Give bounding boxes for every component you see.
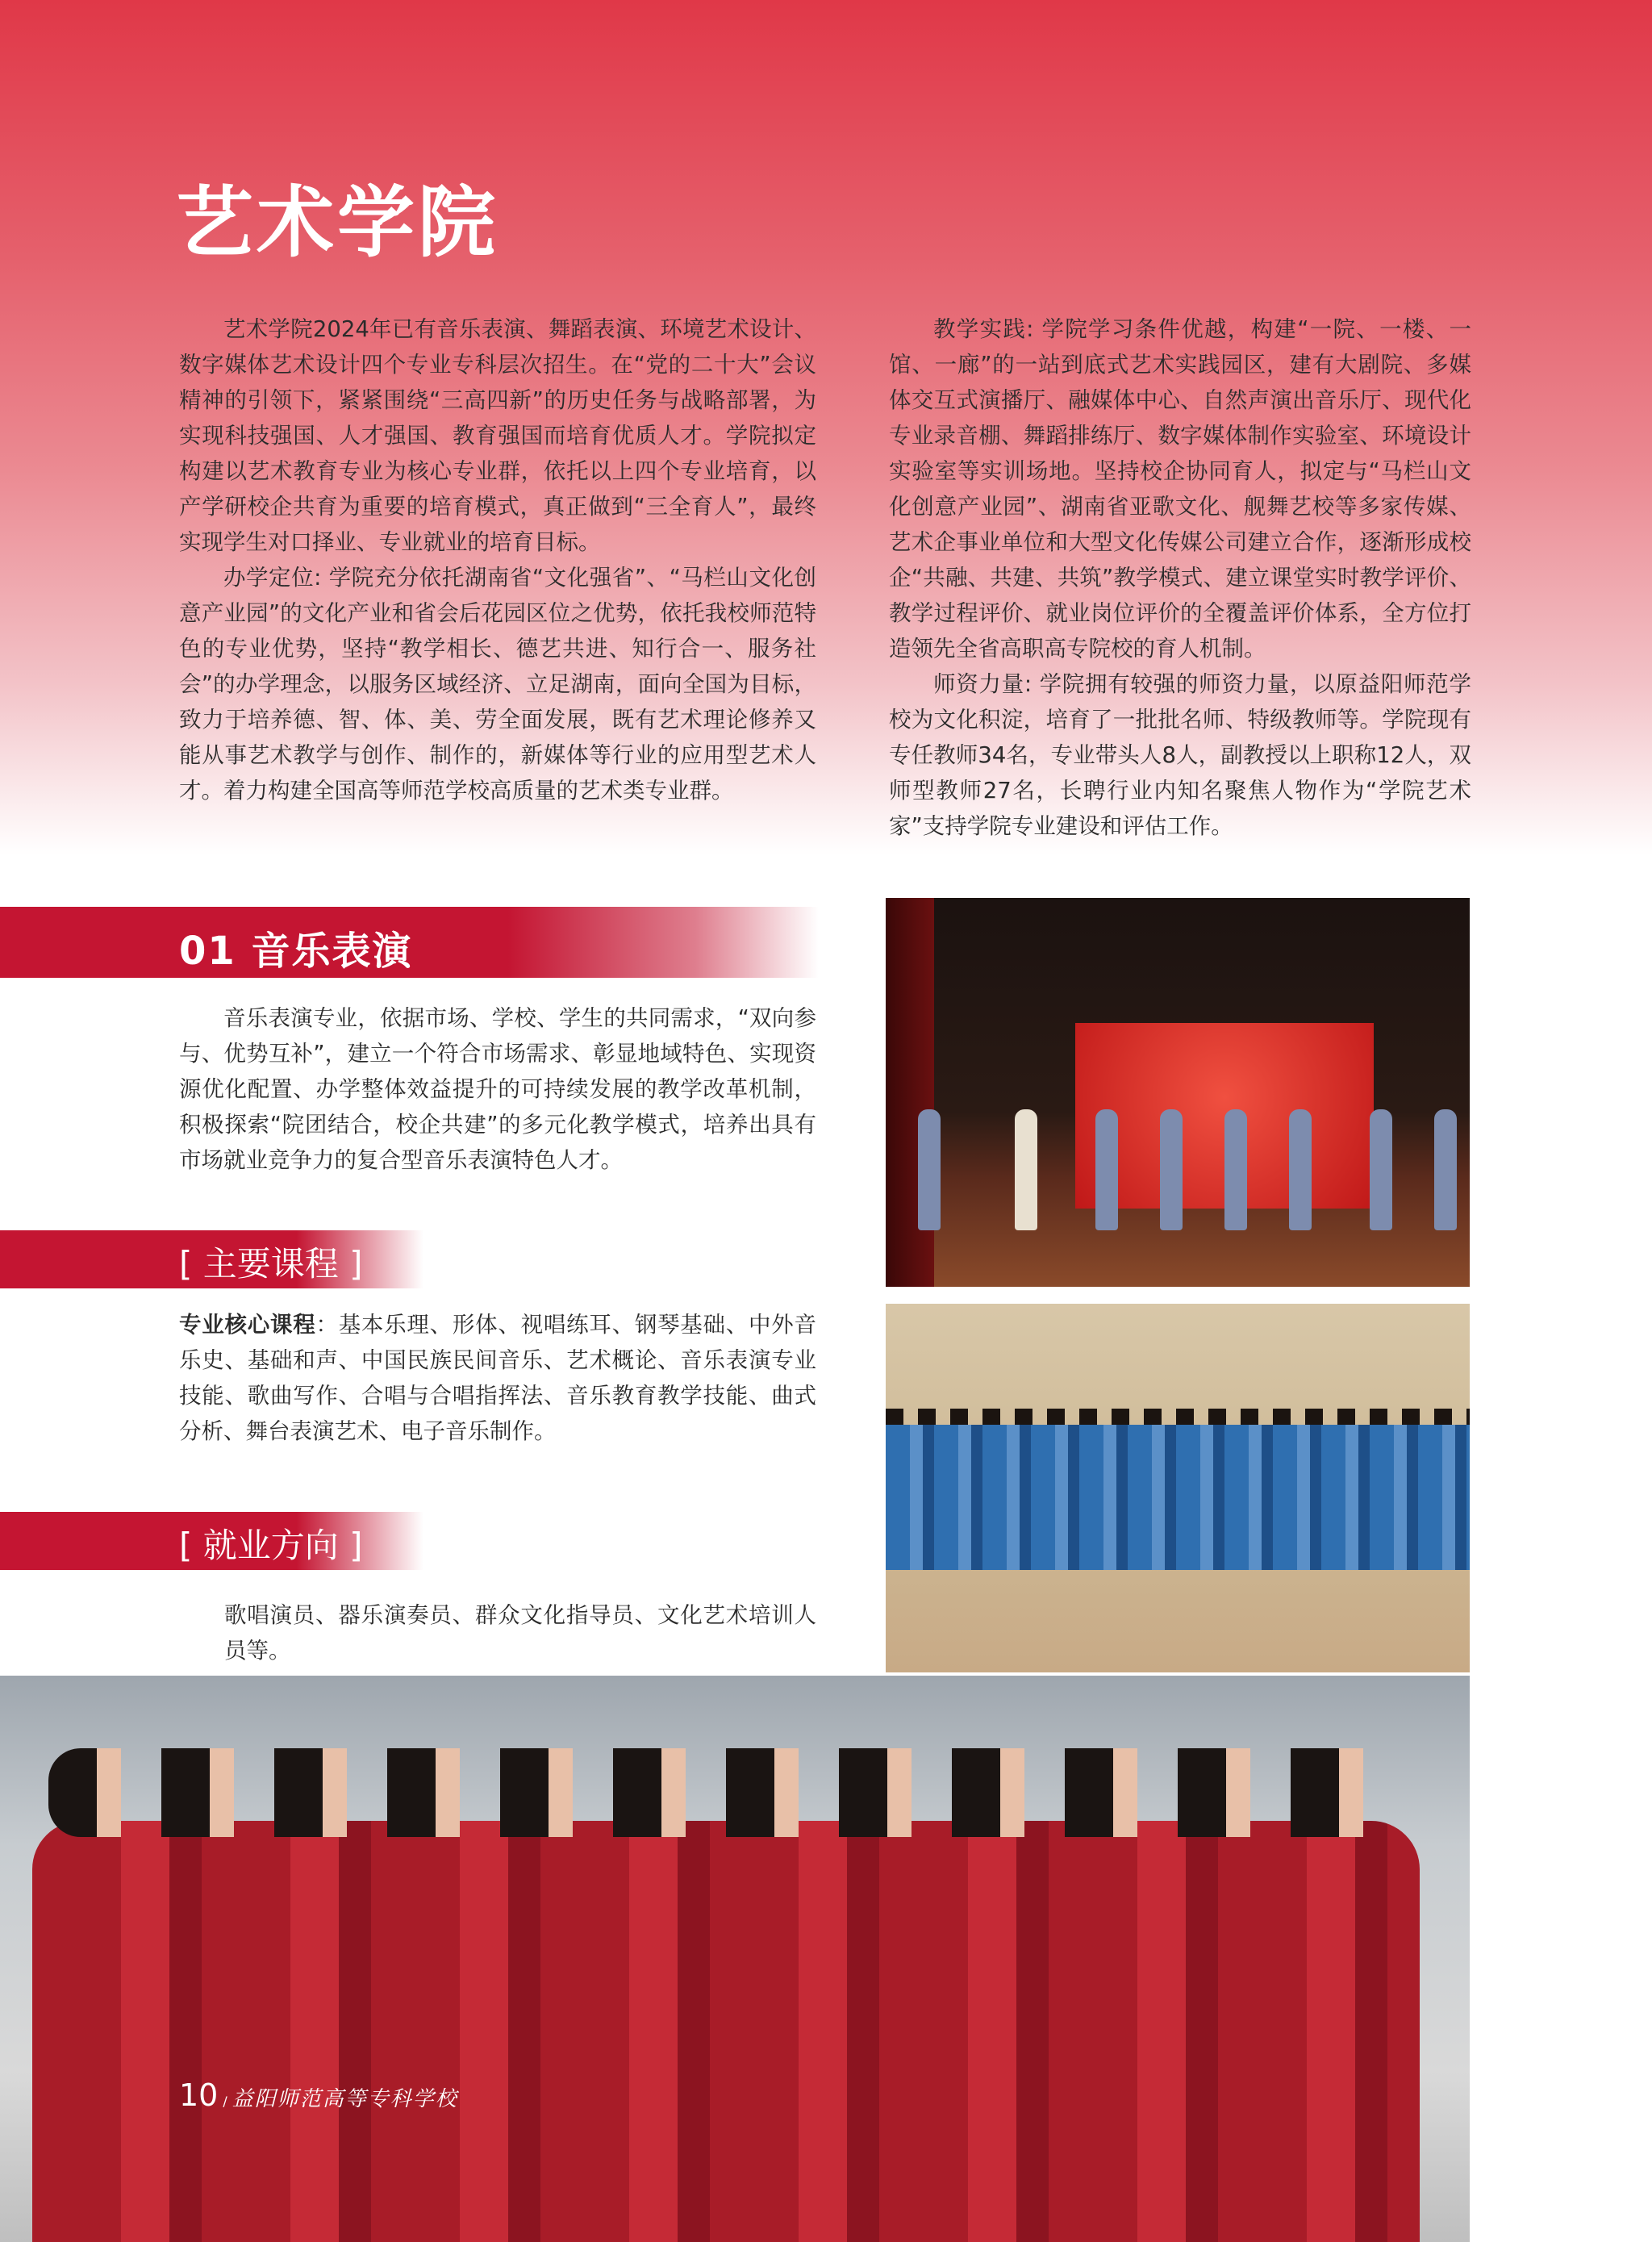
- section-heading-bar: [0, 907, 819, 978]
- page-number: 10: [179, 2077, 219, 2113]
- performer: [1160, 1109, 1183, 1230]
- intro-column-right: [889, 311, 1471, 844]
- performer: [1095, 1109, 1118, 1230]
- choir-photo: [886, 1304, 1470, 1672]
- courses-label: 专业核心课程: [179, 1312, 316, 1338]
- section-heading: 01 音乐表演: [179, 929, 413, 974]
- page-footer: [179, 2077, 458, 2113]
- jobs-heading-bar: [0, 1512, 423, 1570]
- practice-paragraph: 教学实践: 学院学习条件优越，构建“一院、一楼、一馆、一廊”的一站到底式艺术实践园区，建有大剧院、多媒体交互式演播厅、融媒体中心、自然声演出音乐厅、现代化专业录音棚、舞蹈排练厅、数字媒体制作实验室、环境设计实验室等实训场地。坚持校企协同育人，拟定与“马栏山文化创意产业园”、湖南省亚歌文化、舰舞艺校等多家传媒、艺术企事业单位和大型文化传媒公司建立合作，逐渐形成校企“共融、共建、共筑”教学模式、建立课堂实时教学评价、教学过程评价、就业岗位评价的全覆盖评价体系，全方位打造领先全省高职高专院校的育人机制。: [889, 316, 1471, 662]
- faculty-paragraph: 师资力量: 学院拥有较强的师资力量，以原益阳师范学校为文化积淀，培育了一批批名师、特级教师等。学院现有专任教师34名，专业带头人8人，副教授以上职称12人，双师型教师27名，长聘行业内知名聚焦人物作为“学院艺术家”支持学院专业建设和评估工作。: [889, 671, 1471, 839]
- footer-separator: /: [223, 2094, 227, 2109]
- jobs-text: 歌唱演员、器乐演奏员、群众文化指导员、文化艺术培训人员等。: [224, 1602, 816, 1664]
- performer: [1289, 1109, 1312, 1230]
- courses-list: ：基本乐理、形体、视唱练耳、钢琴基础、中外音乐史、基础和声、中国民族民间音乐、艺术概论、音乐表演专业技能、歌曲写作、合唱与合唱指挥法、音乐教育教学技能、曲式分析、舞台表演艺术、电子音乐制作。: [179, 1312, 817, 1444]
- courses-text: [179, 1307, 816, 1449]
- page-title: 艺术学院: [176, 177, 499, 268]
- stage-performance-photo: [886, 898, 1470, 1287]
- section-description: 音乐表演专业，依据市场、学校、学生的共同需求，“双向参与、优势互补”，建立一个符合市场需求、彰显地域特色、实现资源优化配置、办学整体效益提升的可持续发展的教学改革机制，积极探索“院团结合，校企共建”的多元化教学模式，培养出具有市场就业竞争力的复合型音乐表演特色人才。: [179, 1005, 816, 1173]
- performer: [1224, 1109, 1247, 1230]
- school-name-logo: 益阳师范高等专科学校: [232, 2087, 458, 2111]
- performer: [1370, 1109, 1392, 1230]
- performer: [1015, 1109, 1037, 1230]
- dance-performance-photo: [0, 1676, 1470, 2242]
- intro-column-left: [179, 311, 816, 808]
- dancers-red-dresses: [32, 1821, 1420, 2242]
- intro-paragraph: 艺术学院2024年已有音乐表演、舞蹈表演、环境艺术设计、数字媒体艺术设计四个专业专科层次招生。在“党的二十大”会议精神的引领下，紧紧围绕“三高四新”的历史任务与战略部署，为实现科技强国、人才强国、教育强国而培育优质人才。学院拟定构建以艺术教育专业为核心专业群，依托以上四个专业培育，以产学研校企共育为重要的培育模式，真正做到“三全育人”，最终实现学生对口择业、专业就业的培育目标。: [179, 316, 816, 555]
- dancers-heads: [48, 1748, 1404, 1837]
- performer: [918, 1109, 941, 1230]
- choir-singers: [886, 1425, 1470, 1570]
- positioning-paragraph: 办学定位: 学院充分依托湖南省“文化强省”、“马栏山文化创意产业园”的文化产业和省会后花园区位之优势，依托我校师范特色的专业优势，坚持“教学相长、德艺共进、知行合一、服务社会”的办学理念，以服务区域经济、立足湖南，面向全国为目标，致力于培养德、智、体、美、劳全面发展，既有艺术理论修养又能从事艺术教学与创作、制作的，新媒体等行业的应用型艺术人才。着力构建全国高等师范学校高质量的艺术类专业群。: [179, 565, 816, 804]
- courses-heading: [ 主要课程 ]: [179, 1244, 363, 1284]
- performer: [1434, 1109, 1457, 1230]
- courses-heading-bar: [0, 1230, 423, 1288]
- jobs-heading: [ 就业方向 ]: [179, 1526, 363, 1565]
